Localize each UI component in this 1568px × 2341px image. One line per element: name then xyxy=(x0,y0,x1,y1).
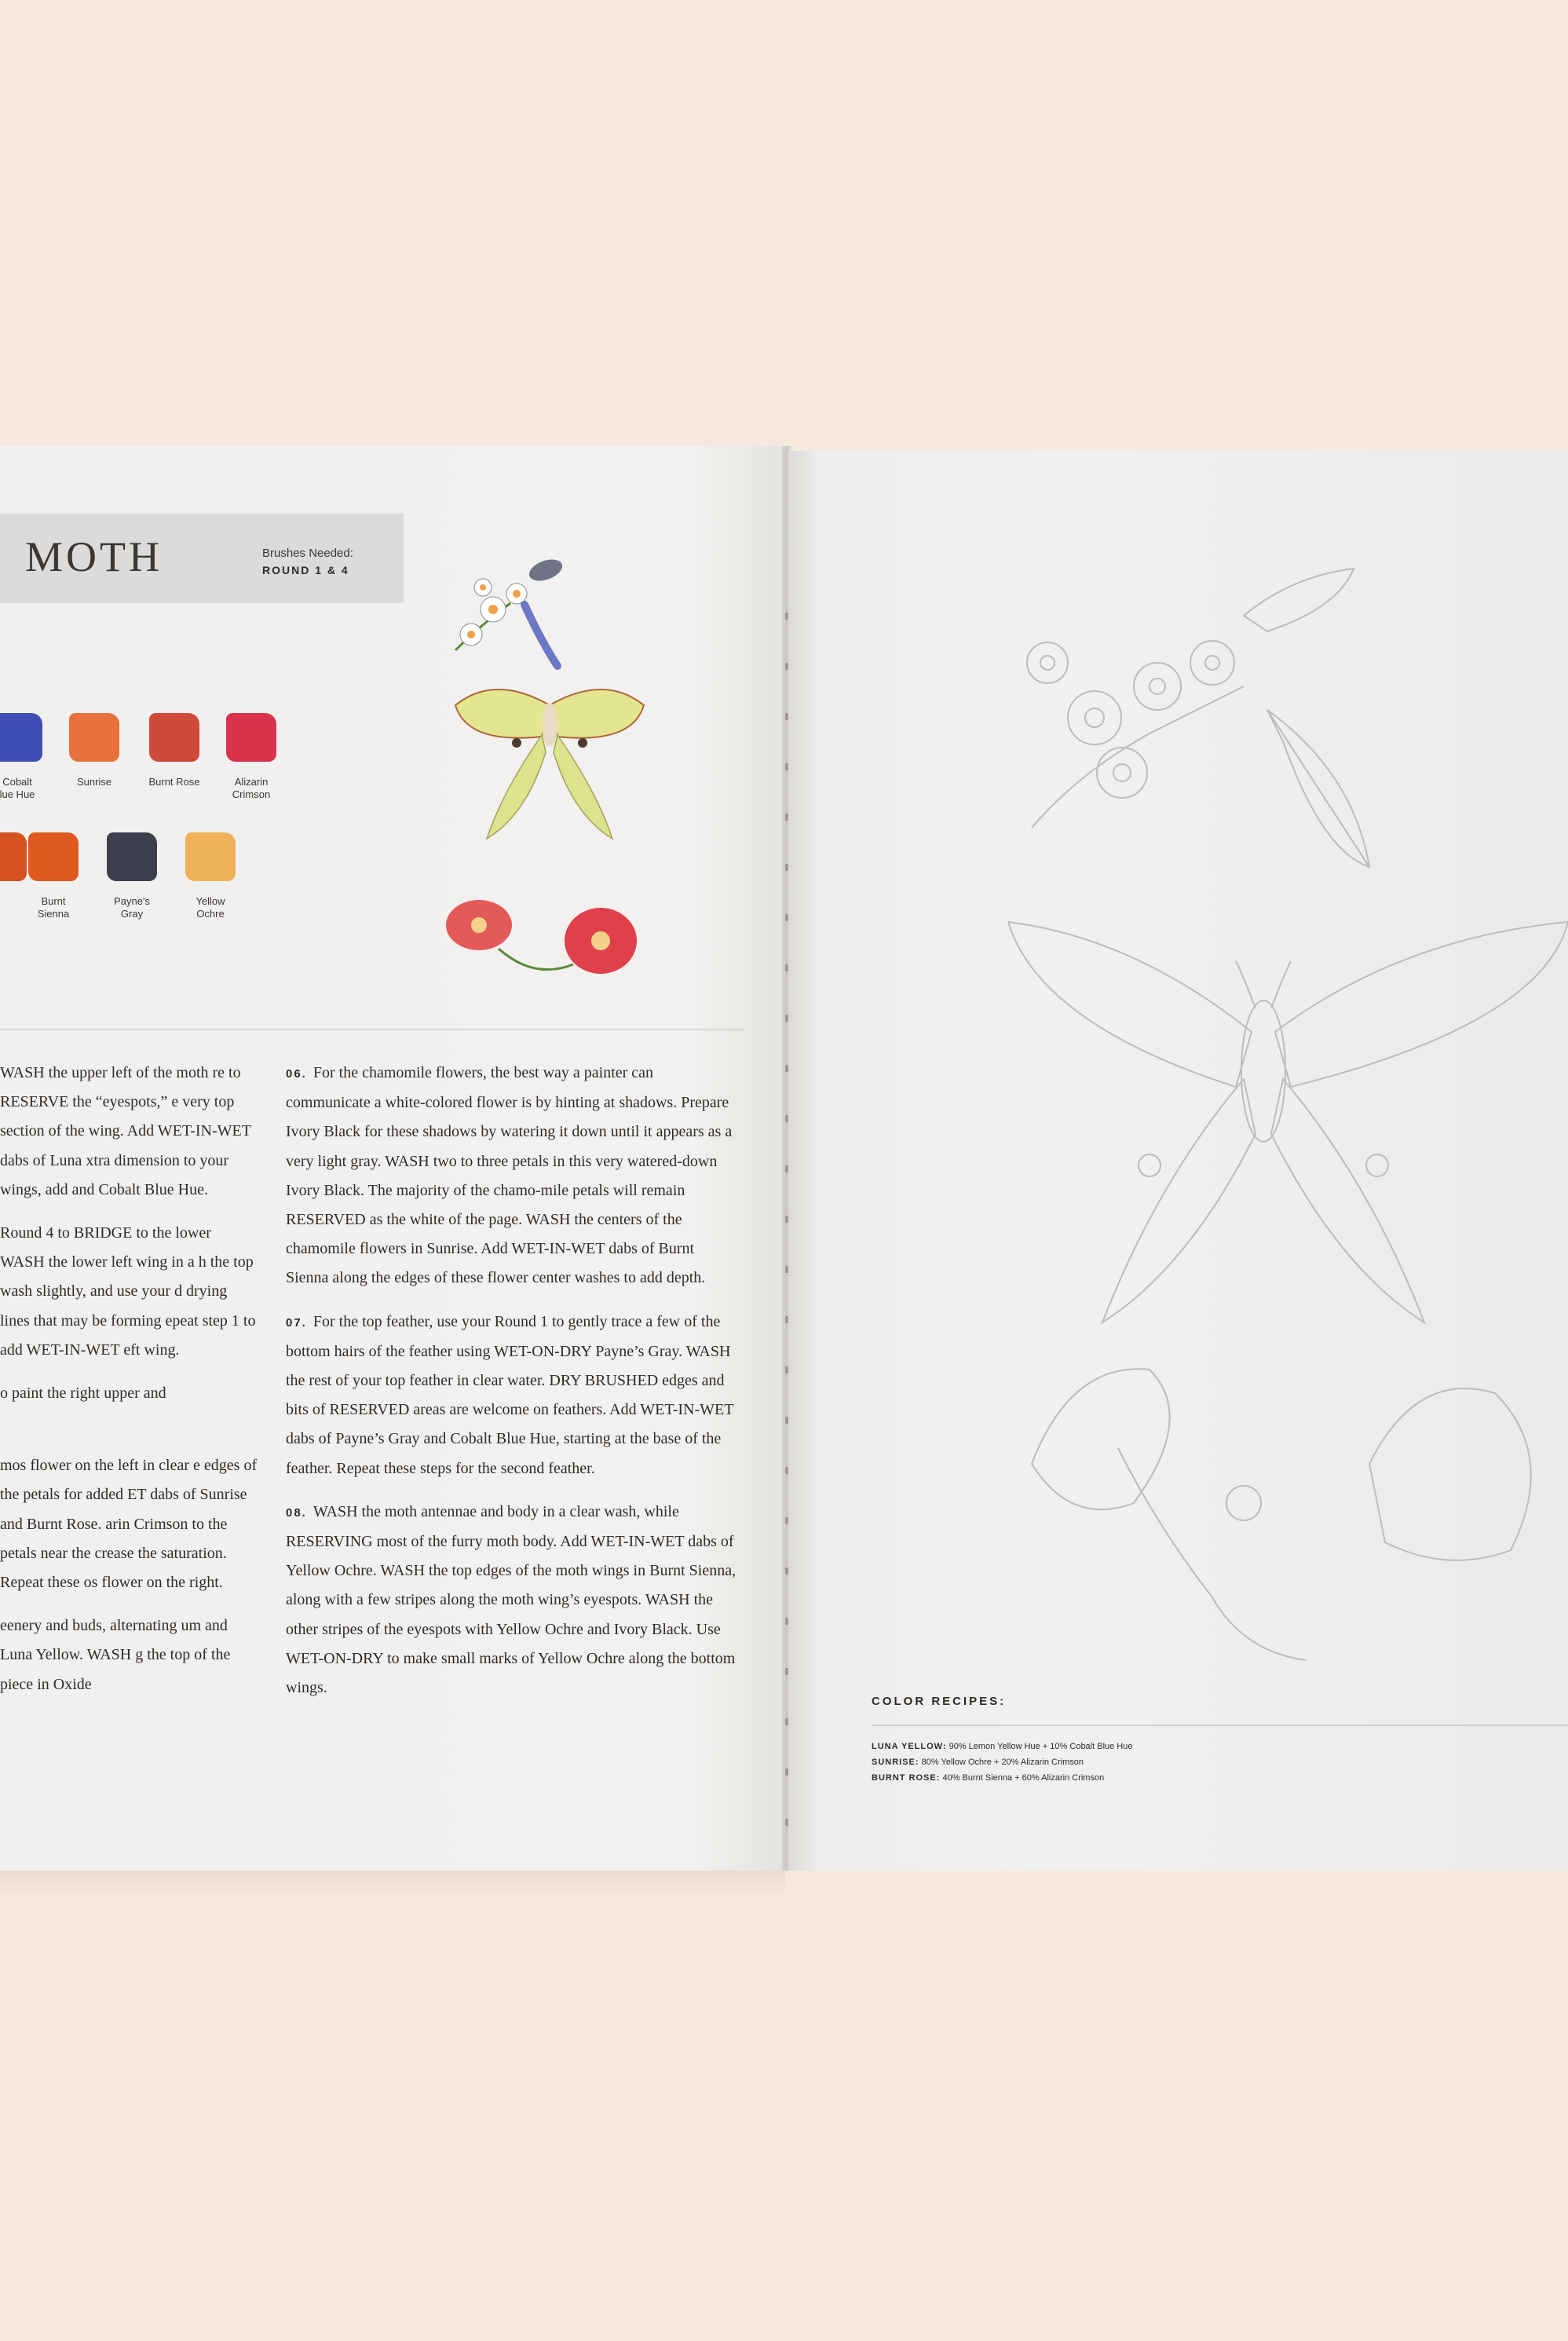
instruction-paragraph: WASH the upper left of the moth re to RESERVE the “eyespots,” e very top section of the wing. Add WET-IN-WET dabs of Luna xtra dimension to your wings, add and Cobalt Blue Hue. xyxy=(0,1064,251,1198)
section-divider xyxy=(0,1029,744,1030)
color-swatch-label: Cobalt lue Hue xyxy=(0,776,35,800)
line-art-illustration xyxy=(1008,537,1568,1715)
color-swatch-label: Burnt Rose xyxy=(148,776,200,788)
brushes-label: Brushes Needed: xyxy=(262,547,353,560)
title-band xyxy=(0,514,404,603)
color-swatch xyxy=(149,713,199,762)
instruction-step-08: 08. WASH the moth antennae and body in a clear wash, while RESERVING most of the furry moth body. Add WET-IN-WET dabs of Yellow Ochre. WASH the top edges of the moth wings in Burnt Sienna, along with a few stripes along the moth wing’s eyespots. WASH the other stripes of the eyespots with Yellow Ochre and Ivory Black. Use WET-ON-DRY to make small marks of Yellow Ochre along the bottom wings. xyxy=(286,1502,736,1697)
painted-illustration xyxy=(424,556,675,1027)
color-swatch xyxy=(69,713,119,762)
feathers xyxy=(524,556,565,666)
color-swatch-label: Burnt Sienna xyxy=(37,895,70,920)
brushes-value: ROUND 1 & 4 xyxy=(262,564,349,576)
line-luna-moth xyxy=(1008,922,1568,1322)
instruction-step-07: 07. For the top feather, use your Round 1 to gently trace a few of the bottom hairs of the feather using WET-ON-DRY Payne’s Gray. WASH the rest of your top feather in clear water. DRY BRUSHED edges and bits of RESERVED areas are welcome on feathers. Add WET-IN-WET dabs of Payne’s Gray and Cobalt Blue Hue, starting at the base of the feather. Repeat these steps for the second feather. xyxy=(286,1312,734,1477)
right-page xyxy=(788,451,1568,1871)
luna-moth xyxy=(455,689,644,839)
chamomile-flowers xyxy=(455,579,527,650)
line-feathers xyxy=(1244,569,1369,867)
instructions-column-left xyxy=(0,1059,259,1714)
color-swatch xyxy=(0,832,27,881)
page-title: MOTH xyxy=(25,533,163,580)
line-cosmos-flowers xyxy=(1032,1369,1531,1660)
recipe-luna-yellow: LUNA YELLOW: 90% Lemon Yellow Hue + 10% Cobalt Blue Hue xyxy=(872,1742,1133,1751)
recipe-sunrise: SUNRISE: 80% Yellow Ochre + 20% Alizarin Crimson xyxy=(872,1758,1084,1767)
recipes-divider xyxy=(872,1725,1568,1726)
left-page xyxy=(0,446,787,1871)
instruction-step-06: 06. For the chamomile flowers, the best way a painter can communicate a white-colored flower is by hinting at shadows. Prepare Ivory Black for these shadows by watering it down until it appears as a very light gray. WASH two to three petals in this very watered-down Ivory Black. The majority of the chamo-mile petals will remain RESERVED as the white of the page. WASH the centers of the chamomile flowers in Sunrise. Add WET-IN-WET dabs of Burnt Sienna along the edges of these flower center washes to add depth. xyxy=(286,1064,733,1287)
color-swatch-label: Sunrise xyxy=(76,776,112,788)
recipe-burnt-rose: BURNT ROSE: 40% Burnt Sienna + 60% Alizarin Crimson xyxy=(872,1773,1105,1783)
color-swatch xyxy=(185,832,236,881)
instruction-paragraph: o paint the right upper and xyxy=(0,1384,166,1403)
color-swatch xyxy=(107,832,157,881)
line-chamomile xyxy=(1027,641,1244,828)
instruction-paragraph: mos flower on the left in clear e edges of the petals for added ET dabs of Sunrise and Burnt Rose. arin Crimson to the petals near the crease the saturation. Repeat these os flower on the right. xyxy=(0,1457,258,1592)
cosmos-flowers xyxy=(446,900,637,974)
color-swatch-label: Payne's Gray xyxy=(114,895,150,920)
color-swatch xyxy=(226,713,276,762)
color-swatch-label: Alizarin Crimson xyxy=(232,776,271,800)
instruction-paragraph: Round 4 to BRIDGE to the lower WASH the lower left wing in a h the top wash slightly, and use your d drying lines that may be forming epeat step 1 to add WET-IN-WET eft wing. xyxy=(0,1224,256,1359)
color-swatch-label: Yellow Ochre xyxy=(196,895,225,920)
color-swatch xyxy=(28,832,79,881)
instruction-paragraph: eenery and buds, alternating um and Luna Yellow. WASH g the top of the piece in Oxide xyxy=(0,1617,231,1693)
instructions-column-right xyxy=(286,1059,736,1717)
color-swatch xyxy=(0,713,42,762)
color-recipes-heading: COLOR RECIPES: xyxy=(872,1695,1007,1708)
